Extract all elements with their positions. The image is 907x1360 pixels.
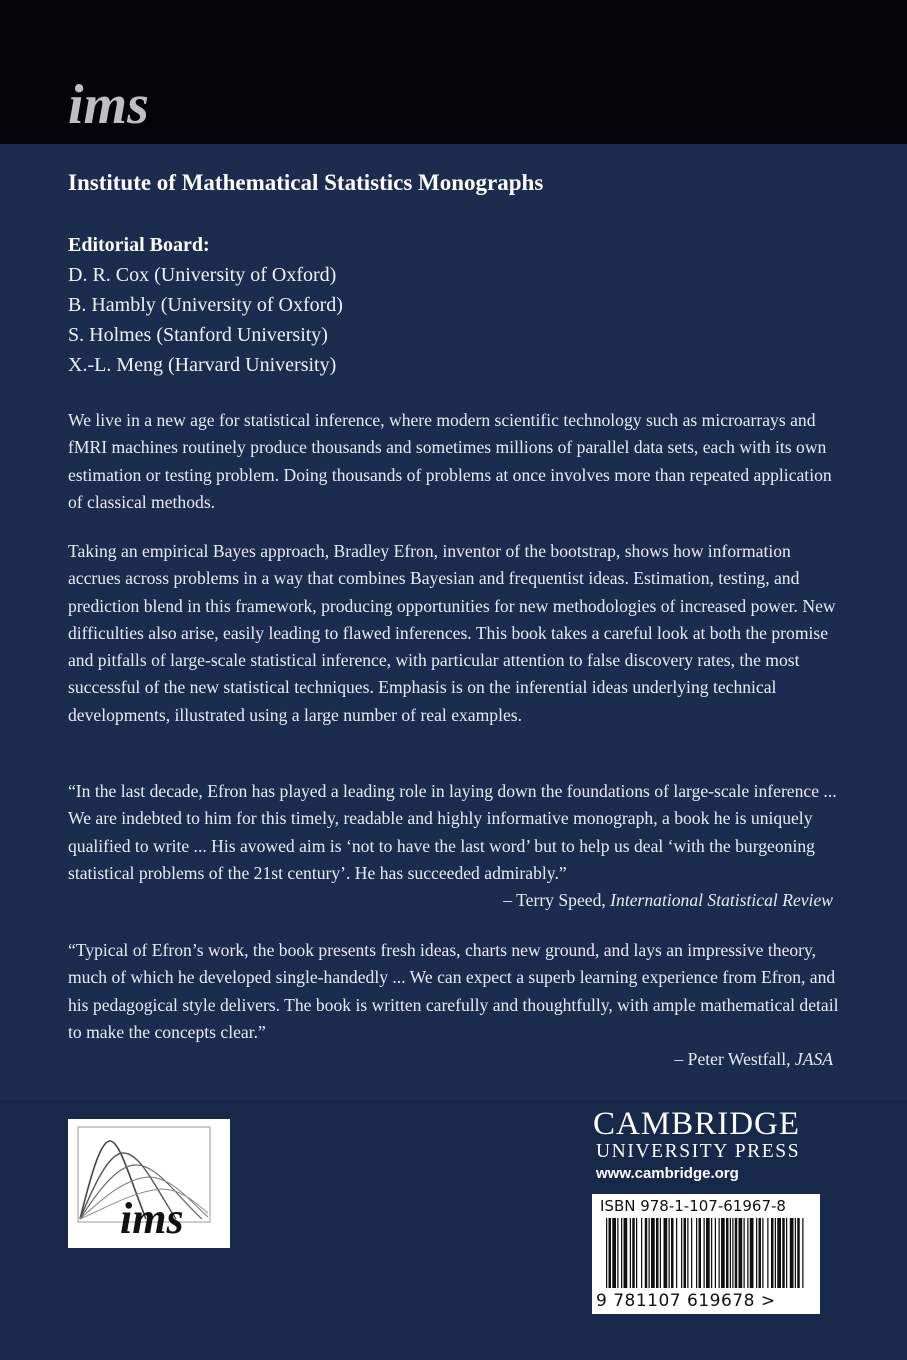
barcode-bar: [777, 1218, 781, 1288]
barcode-bar: [782, 1218, 785, 1288]
editorial-board-heading: Editorial Board:: [68, 234, 210, 256]
barcode-bar: [704, 1218, 705, 1288]
barcode-bar: [636, 1218, 637, 1288]
barcode-bar: [630, 1218, 631, 1288]
barcode-bar: [606, 1218, 607, 1288]
barcode-bar: [612, 1218, 616, 1288]
barcode-bar: [621, 1218, 622, 1288]
reviewer-name: – Terry Speed,: [503, 890, 611, 910]
publisher-url: www.cambridge.org: [596, 1165, 739, 1182]
series-title: Institute of Mathematical Statistics Monographs: [68, 170, 544, 195]
barcode-bar: [687, 1218, 688, 1288]
barcode-bar: [696, 1218, 697, 1288]
ims-wordmark: ims: [68, 74, 149, 136]
reviewer-name: – Peter Westfall,: [674, 1049, 795, 1069]
isbn-barcode: [592, 1194, 820, 1314]
barcode-bar: [732, 1218, 733, 1288]
barcode-bar: [671, 1218, 674, 1288]
barcode-bar: [767, 1218, 768, 1288]
barcode-bar: [730, 1218, 731, 1288]
barcode-bar: [786, 1218, 787, 1288]
barcode-bar: [624, 1218, 628, 1288]
publisher-name: CAMBRIDGE: [593, 1106, 801, 1142]
board-member: X.-L. Meng (Harvard University): [68, 354, 337, 376]
barcode-bar: [691, 1218, 692, 1288]
barcode-bar: [721, 1218, 725, 1288]
board-member: S. Holmes (Stanford University): [68, 324, 328, 346]
review-attribution-1: [503, 887, 833, 914]
barcode-bar: [744, 1218, 745, 1288]
barcode-bar: [759, 1218, 762, 1288]
board-member: B. Hambly (University of Oxford): [68, 294, 343, 316]
review-source: International Statistical Review: [610, 890, 833, 910]
barcode-bar: [617, 1218, 618, 1288]
description-paragraph-2: Taking an empirical Bayes approach, Bradley Efron, inventor of the bootstrap, shows how information accrues across problems in a way that combines Bayesian and frequentist ideas. Estimation, testing, and prediction blend in this framework, producing opportunities for new methodologies of increased power. New difficulties also arise, easily leading to flawed inferences. This book takes a careful look at both the promise and pitfalls of large-scale statistical inference, with particular attention to false discovery rates, the most successful of the new statistical techniques. Emphasis is on the inferential ideas underlying technical developments, illustrated using a large number of real examples.: [68, 541, 836, 725]
ims-logo-text: ims: [120, 1194, 184, 1243]
description-paragraph-1: We live in a new age for statistical inference, where modern scientific technology such as microarrays and fMRI machines routinely produce thousands and sometimes millions of parallel data sets, each with its own estimation or testing problem. Doing thousands of problems at once involves more than repeated application of classical methods.: [68, 410, 832, 512]
barcode-bar: [681, 1218, 682, 1288]
barcode-bar: [726, 1218, 729, 1288]
barcode-digits: 9 781107 619678 >: [596, 1291, 776, 1311]
barcode-bar: [706, 1218, 710, 1288]
top-band: [0, 0, 907, 144]
board-member: D. R. Cox (University of Oxford): [68, 264, 337, 286]
isbn-text: ISBN 978-1-107-61967-8: [600, 1197, 786, 1215]
barcode-bar: [684, 1218, 687, 1288]
review-source: JASA: [794, 1049, 833, 1069]
barcode-bar: [762, 1218, 763, 1288]
barcode-bar: [735, 1218, 738, 1288]
barcode-bar: [790, 1218, 794, 1288]
barcode-bar: [645, 1218, 648, 1288]
barcode-bar: [632, 1218, 635, 1288]
barcode-bar: [797, 1218, 800, 1288]
barcode-bar: [756, 1218, 757, 1288]
barcode-bar: [750, 1218, 754, 1288]
publisher-subtitle: UNIVERSITY PRESS: [596, 1141, 801, 1162]
review-quote-2: “Typical of Efron’s work, the book presents fresh ideas, charts new ground, and lays an impressive theory, much of which he developed single-handedly ... We can expect a superb learning experience from Efron, and his pedagogical style delivers. The book is written carefully and thoughtfully, with ample mathematical detail to make the concepts clear.”: [68, 940, 839, 1042]
barcode-bar: [802, 1218, 803, 1288]
barcode-bar: [747, 1218, 748, 1288]
barcode-bar: [651, 1218, 655, 1288]
barcode-bar: [669, 1218, 670, 1288]
ims-logo: [68, 1119, 230, 1248]
barcode-bar: [739, 1218, 743, 1288]
barcode-bar: [660, 1218, 661, 1288]
barcode-bar: [699, 1218, 702, 1288]
barcode-bar: [719, 1218, 720, 1288]
barcode-bar: [711, 1218, 712, 1288]
barcode-bar: [775, 1218, 776, 1288]
barcode-bar: [609, 1218, 612, 1288]
barcode-bar: [664, 1218, 668, 1288]
barcode-bar: [676, 1218, 677, 1288]
review-attribution-2: [674, 1046, 833, 1073]
barcode-bar: [656, 1218, 659, 1288]
barcode-bar: [641, 1218, 642, 1288]
barcode-bar: [771, 1218, 774, 1288]
barcode-bar: [649, 1218, 650, 1288]
barcode-bar: [795, 1218, 796, 1288]
barcode-bar: [715, 1218, 716, 1288]
editorial-board: [68, 230, 343, 380]
review-quote-1: “In the last decade, Efron has played a leading role in laying down the foundations of large-scale inference ... We are indebted to him for this timely, readable and highly informative monograph, a book he is uniquely qualified to write ... His avowed aim is ‘not to have the last word’ but to help us deal ‘with the burgeoning statistical problems of the 21st century’. He has succeeded admirably.”: [68, 781, 837, 883]
